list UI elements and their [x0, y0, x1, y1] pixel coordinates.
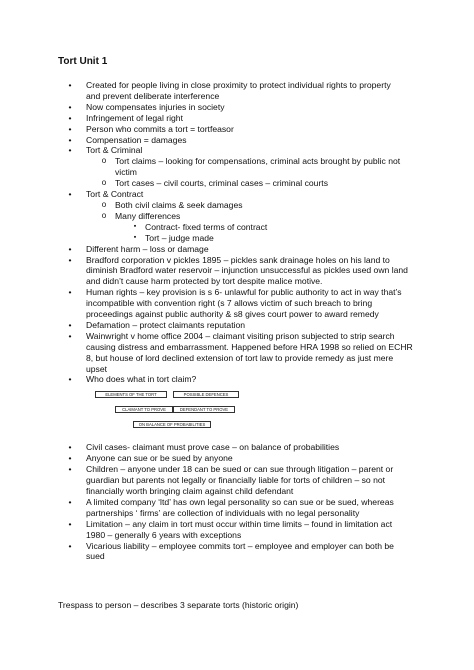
- bullet-icon: •: [68, 80, 72, 90]
- sub-sub-list-item: ▪ Contract- fixed terms of contract: [145, 222, 415, 233]
- list-item: • Who does what in tort claim?: [86, 374, 416, 385]
- bullet-icon: •: [68, 518, 72, 529]
- bullet-icon: •: [68, 189, 72, 200]
- bullet-icon: •: [68, 134, 72, 145]
- bullet-icon: •: [68, 453, 72, 464]
- defences-box: POSSIBLE DEFENCES: [173, 391, 239, 398]
- list-item: • Wainwright v home office 2004 – claimant visiting prison subjected to strip search causing distress and embarrassment. Happened before HRA 1998 so relied on ECHR 8, but house of lord declined extension of tort law to provide remedy as just mere upset: [86, 331, 416, 375]
- claimant-box: CLAIMANT TO PROVE: [115, 406, 173, 413]
- bullet-icon: •: [68, 243, 72, 254]
- bullet-icon: •: [68, 254, 72, 265]
- footer-line: Trespass to person – describes 3 separate torts (historic origin): [58, 600, 299, 610]
- sub-list-item: o Many differences: [115, 211, 415, 222]
- list-item: • Children – anyone under 18 can be sued or can sue through litigation – parent or guardian but parents not legally or financially liable for torts of children – so not financially worth bringing claim against child defendant: [86, 464, 416, 497]
- list-item: • Vicarious liability – employee commits tort – employee and employer can both be sued: [86, 541, 416, 563]
- list-item: • Civil cases- claimant must prove case – on balance of probabilities: [86, 442, 416, 453]
- list-item: • Compensation = damages: [86, 135, 416, 146]
- balance-box: ON BALANCE OF PROBABILITIES: [133, 421, 211, 428]
- circle-bullet-icon: o: [101, 156, 107, 166]
- bullet-icon: •: [68, 540, 72, 551]
- bullet-icon: •: [68, 319, 72, 330]
- square-bullet-icon: ▪: [133, 222, 137, 230]
- square-bullet-icon: ▪: [133, 233, 137, 241]
- list-item: • Created for people living in close proximity to protect individual rights to property and prevent deliberate interference: [86, 80, 416, 102]
- bullet-icon: •: [68, 374, 72, 385]
- bullet-icon: •: [68, 145, 72, 156]
- list-item: • Tort & Criminal: [86, 145, 416, 156]
- elements-box: ELEMENTS OF THE TORT: [95, 391, 167, 398]
- sub-sub-list-item: ▪ Tort – judge made: [145, 233, 415, 244]
- list-item: • Limitation – any claim in tort must occur within time limits – found in limitation act 1980 – generally 6 years with exceptions: [86, 519, 416, 541]
- circle-bullet-icon: o: [101, 210, 107, 220]
- bullet-icon: •: [68, 287, 72, 298]
- defendant-box: DEFENDANT TO PROVE: [173, 406, 235, 413]
- list-item: • Tort & Contract: [86, 189, 416, 200]
- sub-list-item: o Tort claims – looking for compensations, criminal acts brought by public not victim: [115, 156, 415, 178]
- list-item: • Infringement of legal right: [86, 113, 416, 124]
- list-item: • A limited company ‘ltd’ has own legal personality so can sue or be sued, whereas partnerships ‘ firms’ are collection of individuals with no legal personality: [86, 497, 416, 519]
- bullet-icon: •: [68, 496, 72, 507]
- bullet-icon: •: [68, 123, 72, 134]
- list-item: • Now compensates injuries in society: [86, 102, 416, 113]
- list-item: • Defamation – protect claimants reputation: [86, 320, 416, 331]
- bullet-icon: •: [68, 442, 72, 453]
- sub-list-item: o Tort cases – civil courts, criminal cases – criminal courts: [115, 178, 415, 189]
- bullet-icon: •: [68, 112, 72, 123]
- tort-claim-diagram: [95, 391, 260, 436]
- page-title: Tort Unit 1: [58, 56, 108, 67]
- list-item: • Bradford corporation v pickles 1895 – pickles sank drainage holes on his land to diminish Bradford water reservoir – injunction unsuccessful as pickles used own land and didn’t cause harm protected by tort despite malice motive.: [86, 255, 416, 288]
- bullet-icon: •: [68, 330, 72, 341]
- sub-list-item: o Both civil claims & seek damages: [115, 200, 415, 211]
- circle-bullet-icon: o: [101, 199, 107, 209]
- list-item: • Different harm – loss or damage: [86, 244, 416, 255]
- notes-list: [0, 80, 474, 562]
- list-item: • Person who commits a tort = tortfeasor: [86, 124, 416, 135]
- list-item: • Human rights – key provision is s 6- unlawful for public authority to act in way that’s incompatible with convention right (s 7 allows victim of such breach to bring proceedings against public authority & s8 gives court power to award remedy: [86, 287, 416, 320]
- list-item: • Anyone can sue or be sued by anyone: [86, 453, 416, 464]
- bullet-icon: •: [68, 464, 72, 475]
- bullet-icon: •: [68, 101, 72, 112]
- circle-bullet-icon: o: [101, 178, 107, 188]
